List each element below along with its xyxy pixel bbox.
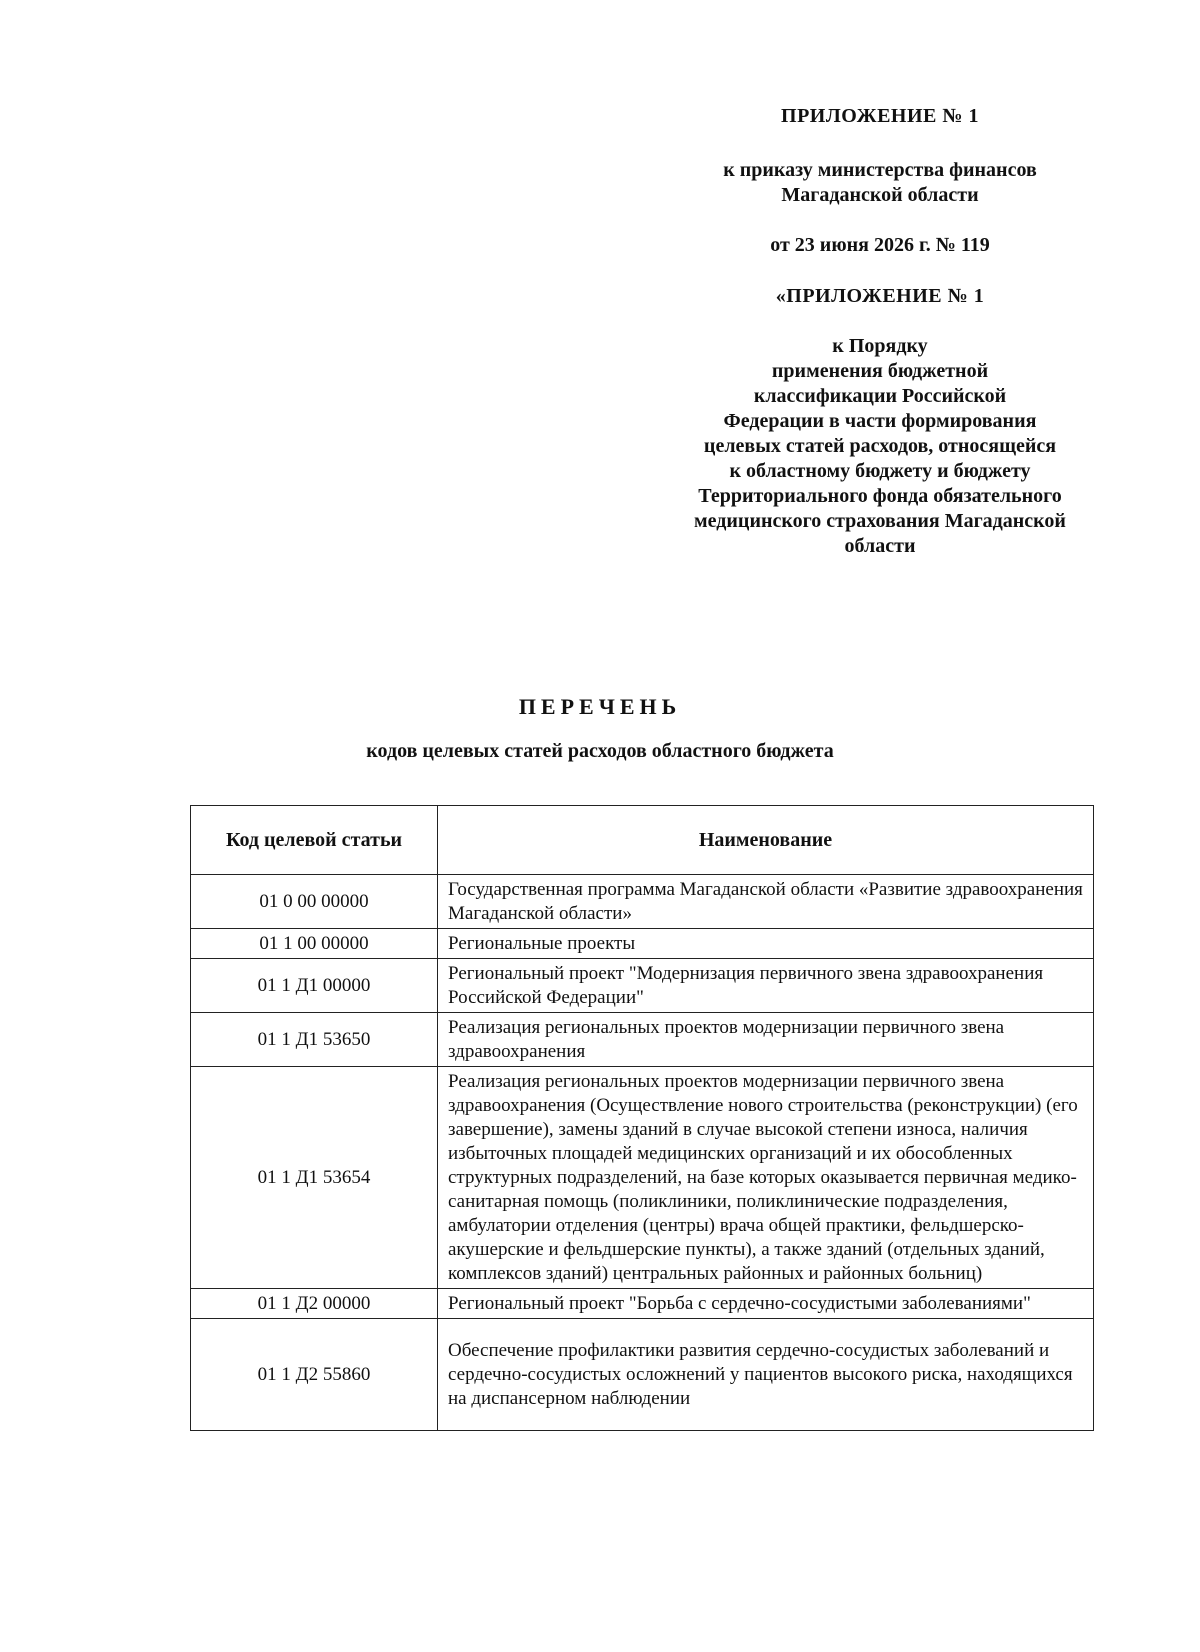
column-header-name: Наименование — [438, 806, 1094, 875]
procedure-reference-line: Территориального фонда обязательного — [698, 485, 1062, 507]
code-cell: 01 1 Д2 55860 — [191, 1319, 438, 1431]
code-cell: 01 1 Д1 53650 — [191, 1013, 438, 1067]
table-header-row — [191, 806, 1094, 875]
table-row — [191, 1067, 1094, 1289]
column-header-code: Код целевой статьи — [191, 806, 438, 875]
order-reference — [620, 158, 1140, 208]
name-cell: Региональный проект "Модернизация первичного звена здравоохранения Российской Федерации" — [438, 959, 1094, 1013]
name-cell: Региональные проекты — [438, 929, 1094, 959]
procedure-reference — [620, 334, 1140, 559]
name-cell: Реализация региональных проектов модернизации первичного звена здравоохранения — [438, 1013, 1094, 1067]
appendix-header — [620, 104, 1140, 559]
table-row — [191, 1013, 1094, 1067]
table-row — [191, 929, 1094, 959]
name-cell: Обеспечение профилактики развития сердечно-сосудистых заболеваний и сердечно-сосудистых осложнений у пациентов высокого риска, находящихся на диспансерном наблюдении — [438, 1319, 1094, 1431]
list-title: ПЕРЕЧЕНЬ — [518, 694, 682, 719]
code-cell: 01 1 00 00000 — [191, 929, 438, 959]
procedure-reference-line: области — [844, 535, 916, 557]
table-row — [191, 875, 1094, 929]
name-cell: Региональный проект "Борьба с сердечно-сосудистыми заболеваниями" — [438, 1289, 1094, 1319]
table-row — [191, 1289, 1094, 1319]
list-subtitle: кодов целевых статей расходов областного бюджета — [366, 740, 834, 762]
code-cell: 01 1 Д1 00000 — [191, 959, 438, 1013]
order-reference-line: Магаданской области — [781, 184, 979, 206]
name-cell: Реализация региональных проектов модернизации первичного звена здравоохранения (Осуществление нового строительства (реконструкции) (его завершение), замены зданий в случае высокой степени износа, наличия избыточных площадей медицинских организаций и их обособленных структурных подразделений, на базе которых оказывается первичная медико-санитарная помощь (поликлиники, поликлинические подразделения, амбулатории отделения (центры) врача общей практики, фельдшерско-акушерские и фельдшерские пункты), а также зданий (отдельных зданий, комплексов зданий) центральных районных и районных больниц) — [438, 1067, 1094, 1289]
order-reference-line: к приказу министерства финансов — [723, 159, 1037, 181]
code-cell: 01 1 Д1 53654 — [191, 1067, 438, 1289]
table-row — [191, 959, 1094, 1013]
procedure-reference-line: Федерации в части формирования — [723, 410, 1037, 432]
table-row — [191, 1319, 1094, 1431]
name-cell: Государственная программа Магаданской области «Развитие здравоохранения Магаданской области» — [438, 875, 1094, 929]
appendix-title: ПРИЛОЖЕНИЕ № 1 — [781, 105, 979, 127]
procedure-reference-line: применения бюджетной — [771, 360, 989, 382]
procedure-reference-line: целевых статей расходов, относящейся — [703, 435, 1057, 457]
procedure-reference-line: классификации Российской — [753, 385, 1007, 407]
appendix-title-quoted: «ПРИЛОЖЕНИЕ № 1 — [775, 285, 985, 307]
order-date: от 23 июня 2026 г. № 119 — [770, 234, 990, 256]
procedure-reference-line: медицинского страхования Магаданской — [694, 510, 1066, 532]
procedure-reference-line: к Порядку — [832, 335, 928, 357]
procedure-reference-line: к областному бюджету и бюджету — [729, 460, 1031, 482]
code-cell: 01 0 00 00000 — [191, 875, 438, 929]
codes-table — [190, 805, 1094, 1431]
code-cell: 01 1 Д2 00000 — [191, 1289, 438, 1319]
